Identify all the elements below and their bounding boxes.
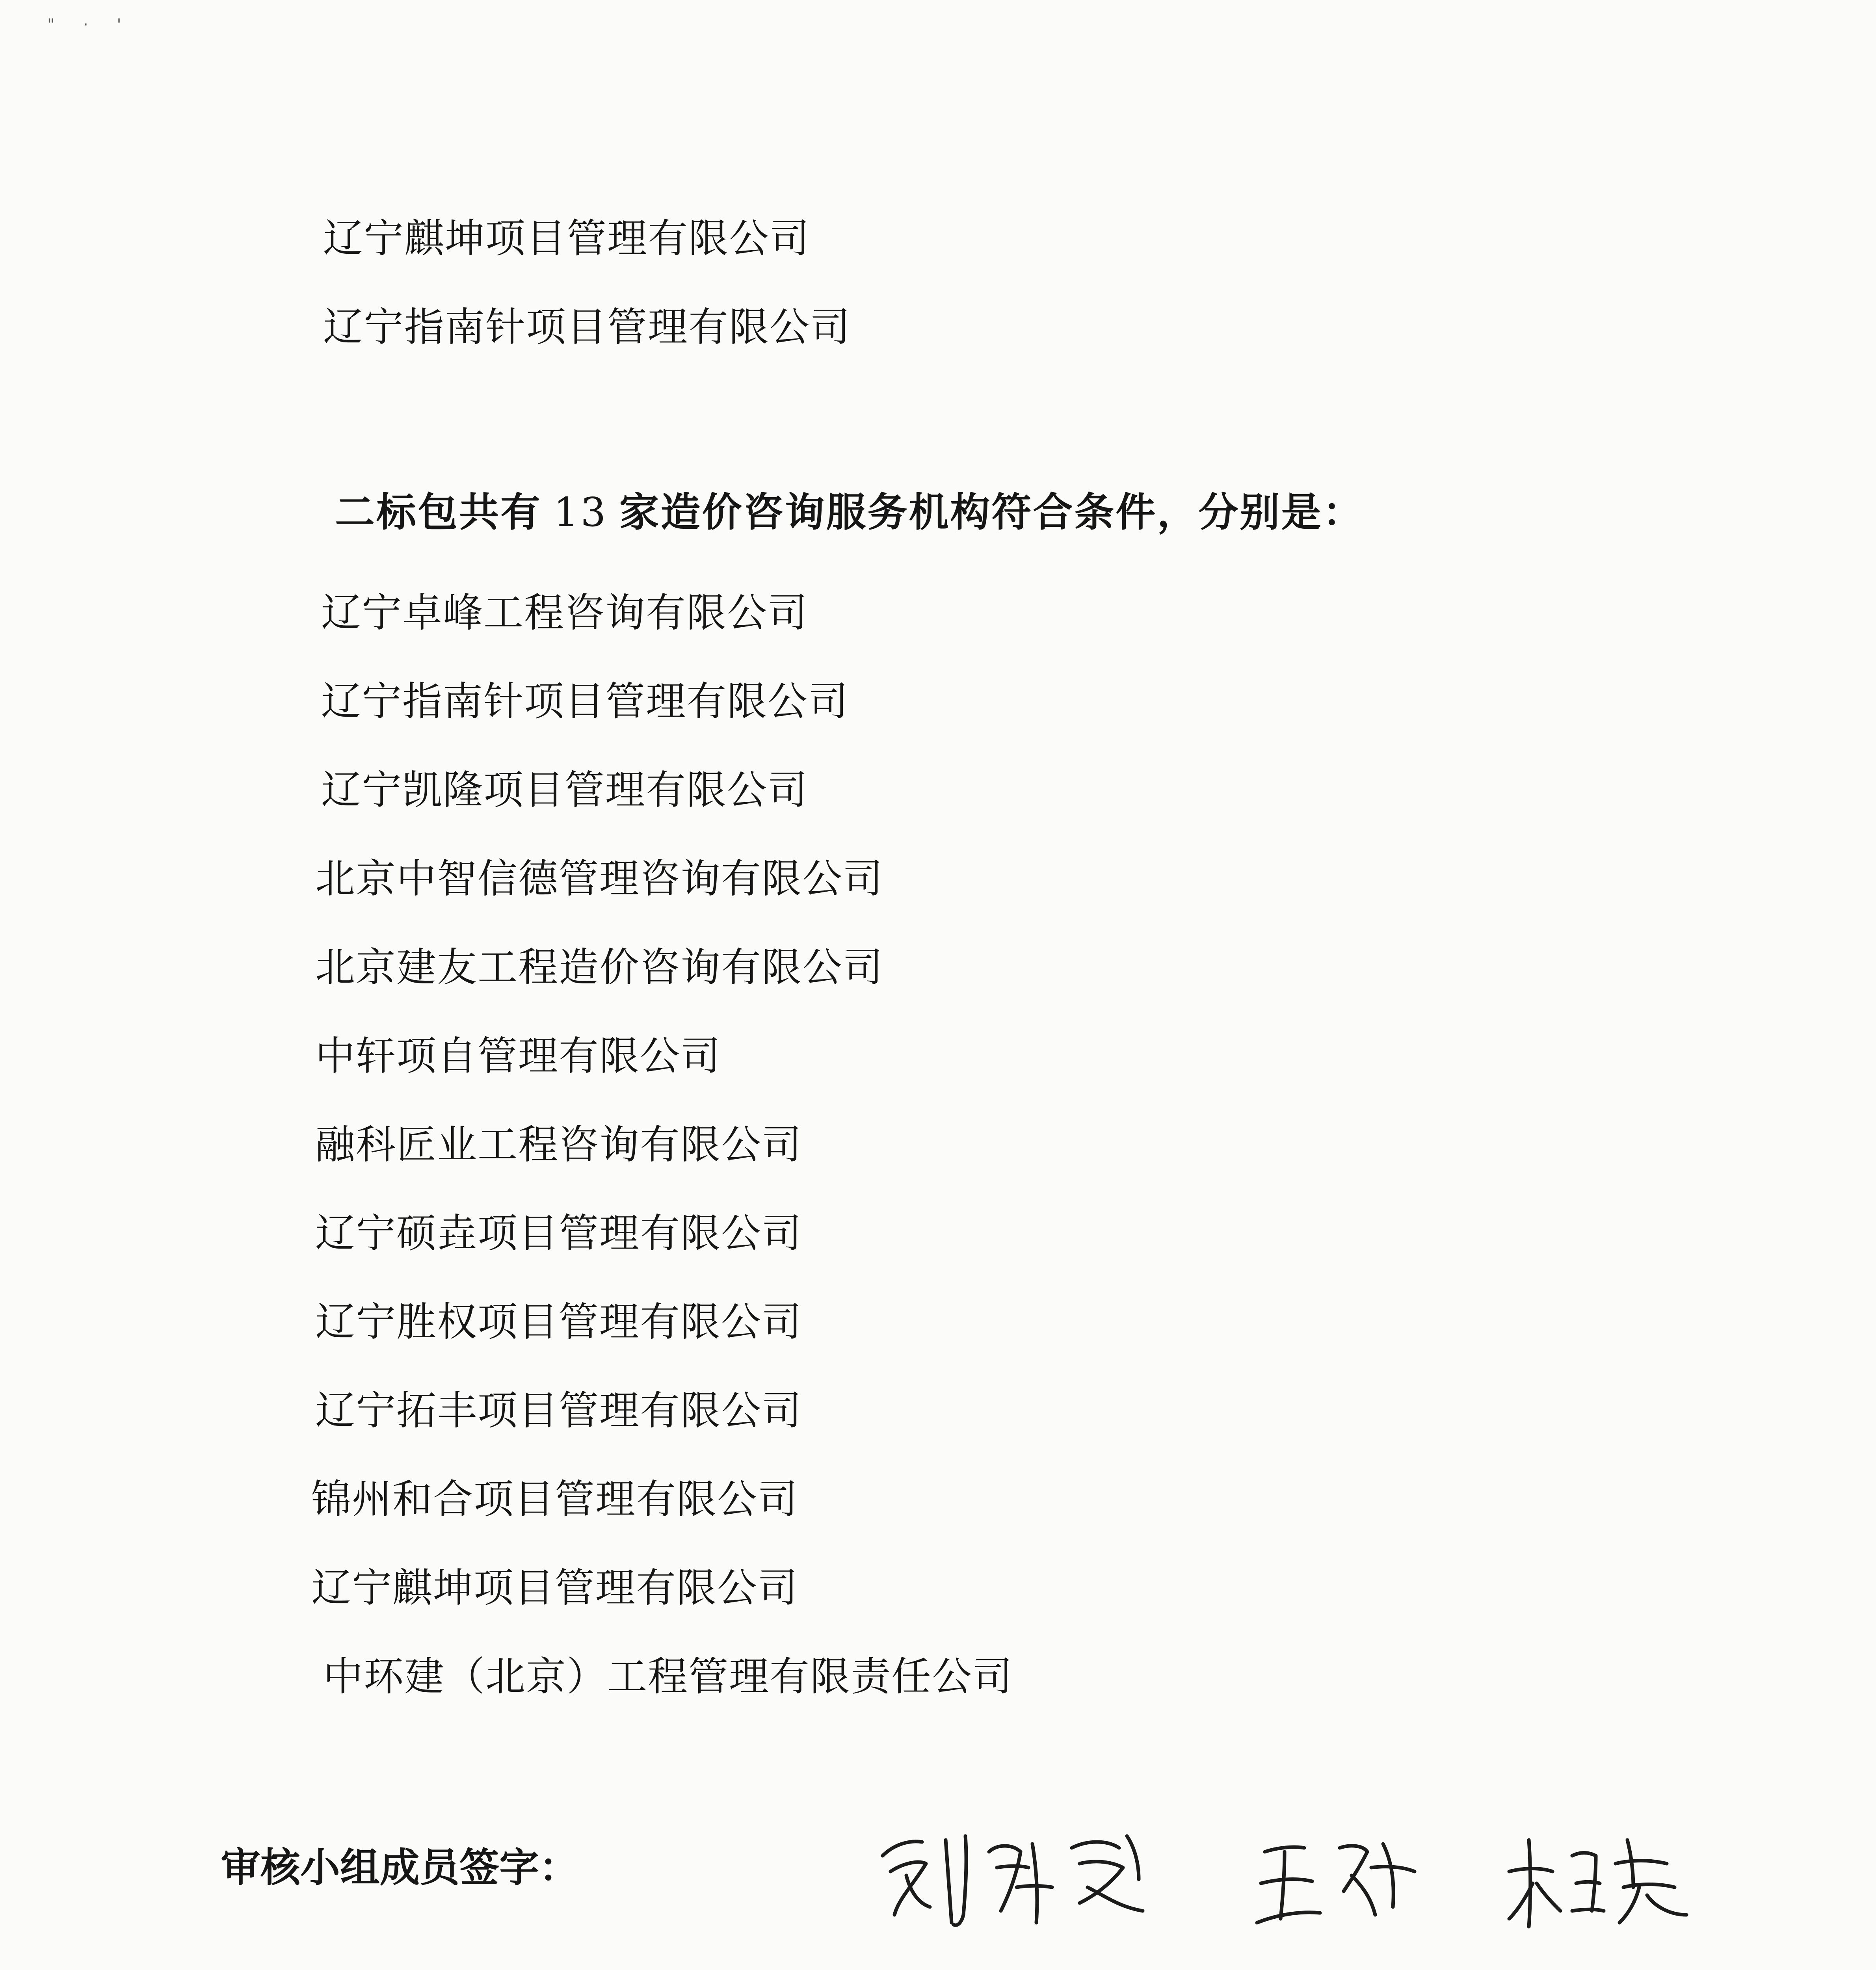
company-list-item: 北京建友工程造价咨询有限公司 xyxy=(315,944,884,991)
company-list-item: 中环建（北京）工程管理有限责任公司 xyxy=(323,1653,1013,1700)
company-list-item: 辽宁拓丰项目管理有限公司 xyxy=(315,1387,803,1434)
company-list-item: 辽宁胜权项目管理有限公司 xyxy=(315,1299,803,1345)
signature-1 xyxy=(883,1836,1143,1925)
signature-3 xyxy=(1509,1840,1686,1927)
company-list-item: 北京中智信德管理咨询有限公司 xyxy=(315,855,884,902)
company-list-item: 辽宁卓峰工程咨询有限公司 xyxy=(321,589,809,636)
company-list-item: 辽宁指南针项目管理有限公司 xyxy=(321,678,849,725)
section-heading xyxy=(335,489,1364,536)
company-list-item: 辽宁硕垚项目管理有限公司 xyxy=(315,1210,803,1256)
company-list-item: 锦州和合项目管理有限公司 xyxy=(311,1476,799,1522)
heading-suffix: 家造价咨询服务机构符合条件，分别是： xyxy=(619,489,1364,535)
heading-prefix: 二标包共有 xyxy=(335,489,542,535)
handwritten-signatures xyxy=(867,1797,1734,1946)
company-list-item: 中轩项自管理有限公司 xyxy=(315,1033,721,1079)
signature-2 xyxy=(1257,1844,1415,1923)
company-list-item: 辽宁指南针项目管理有限公司 xyxy=(323,304,851,350)
signature-label: 审核小组成员签字： xyxy=(221,1844,579,1891)
company-list-item: 融科匠业工程咨询有限公司 xyxy=(315,1121,803,1168)
company-list-item: 辽宁凯隆项目管理有限公司 xyxy=(321,767,809,813)
heading-count: 13 xyxy=(554,489,608,535)
company-list-item: 辽宁麒坤项目管理有限公司 xyxy=(323,215,811,262)
company-list-item: 辽宁麒坤项目管理有限公司 xyxy=(311,1565,799,1611)
scan-artifact-marks: " · ' xyxy=(47,16,133,34)
